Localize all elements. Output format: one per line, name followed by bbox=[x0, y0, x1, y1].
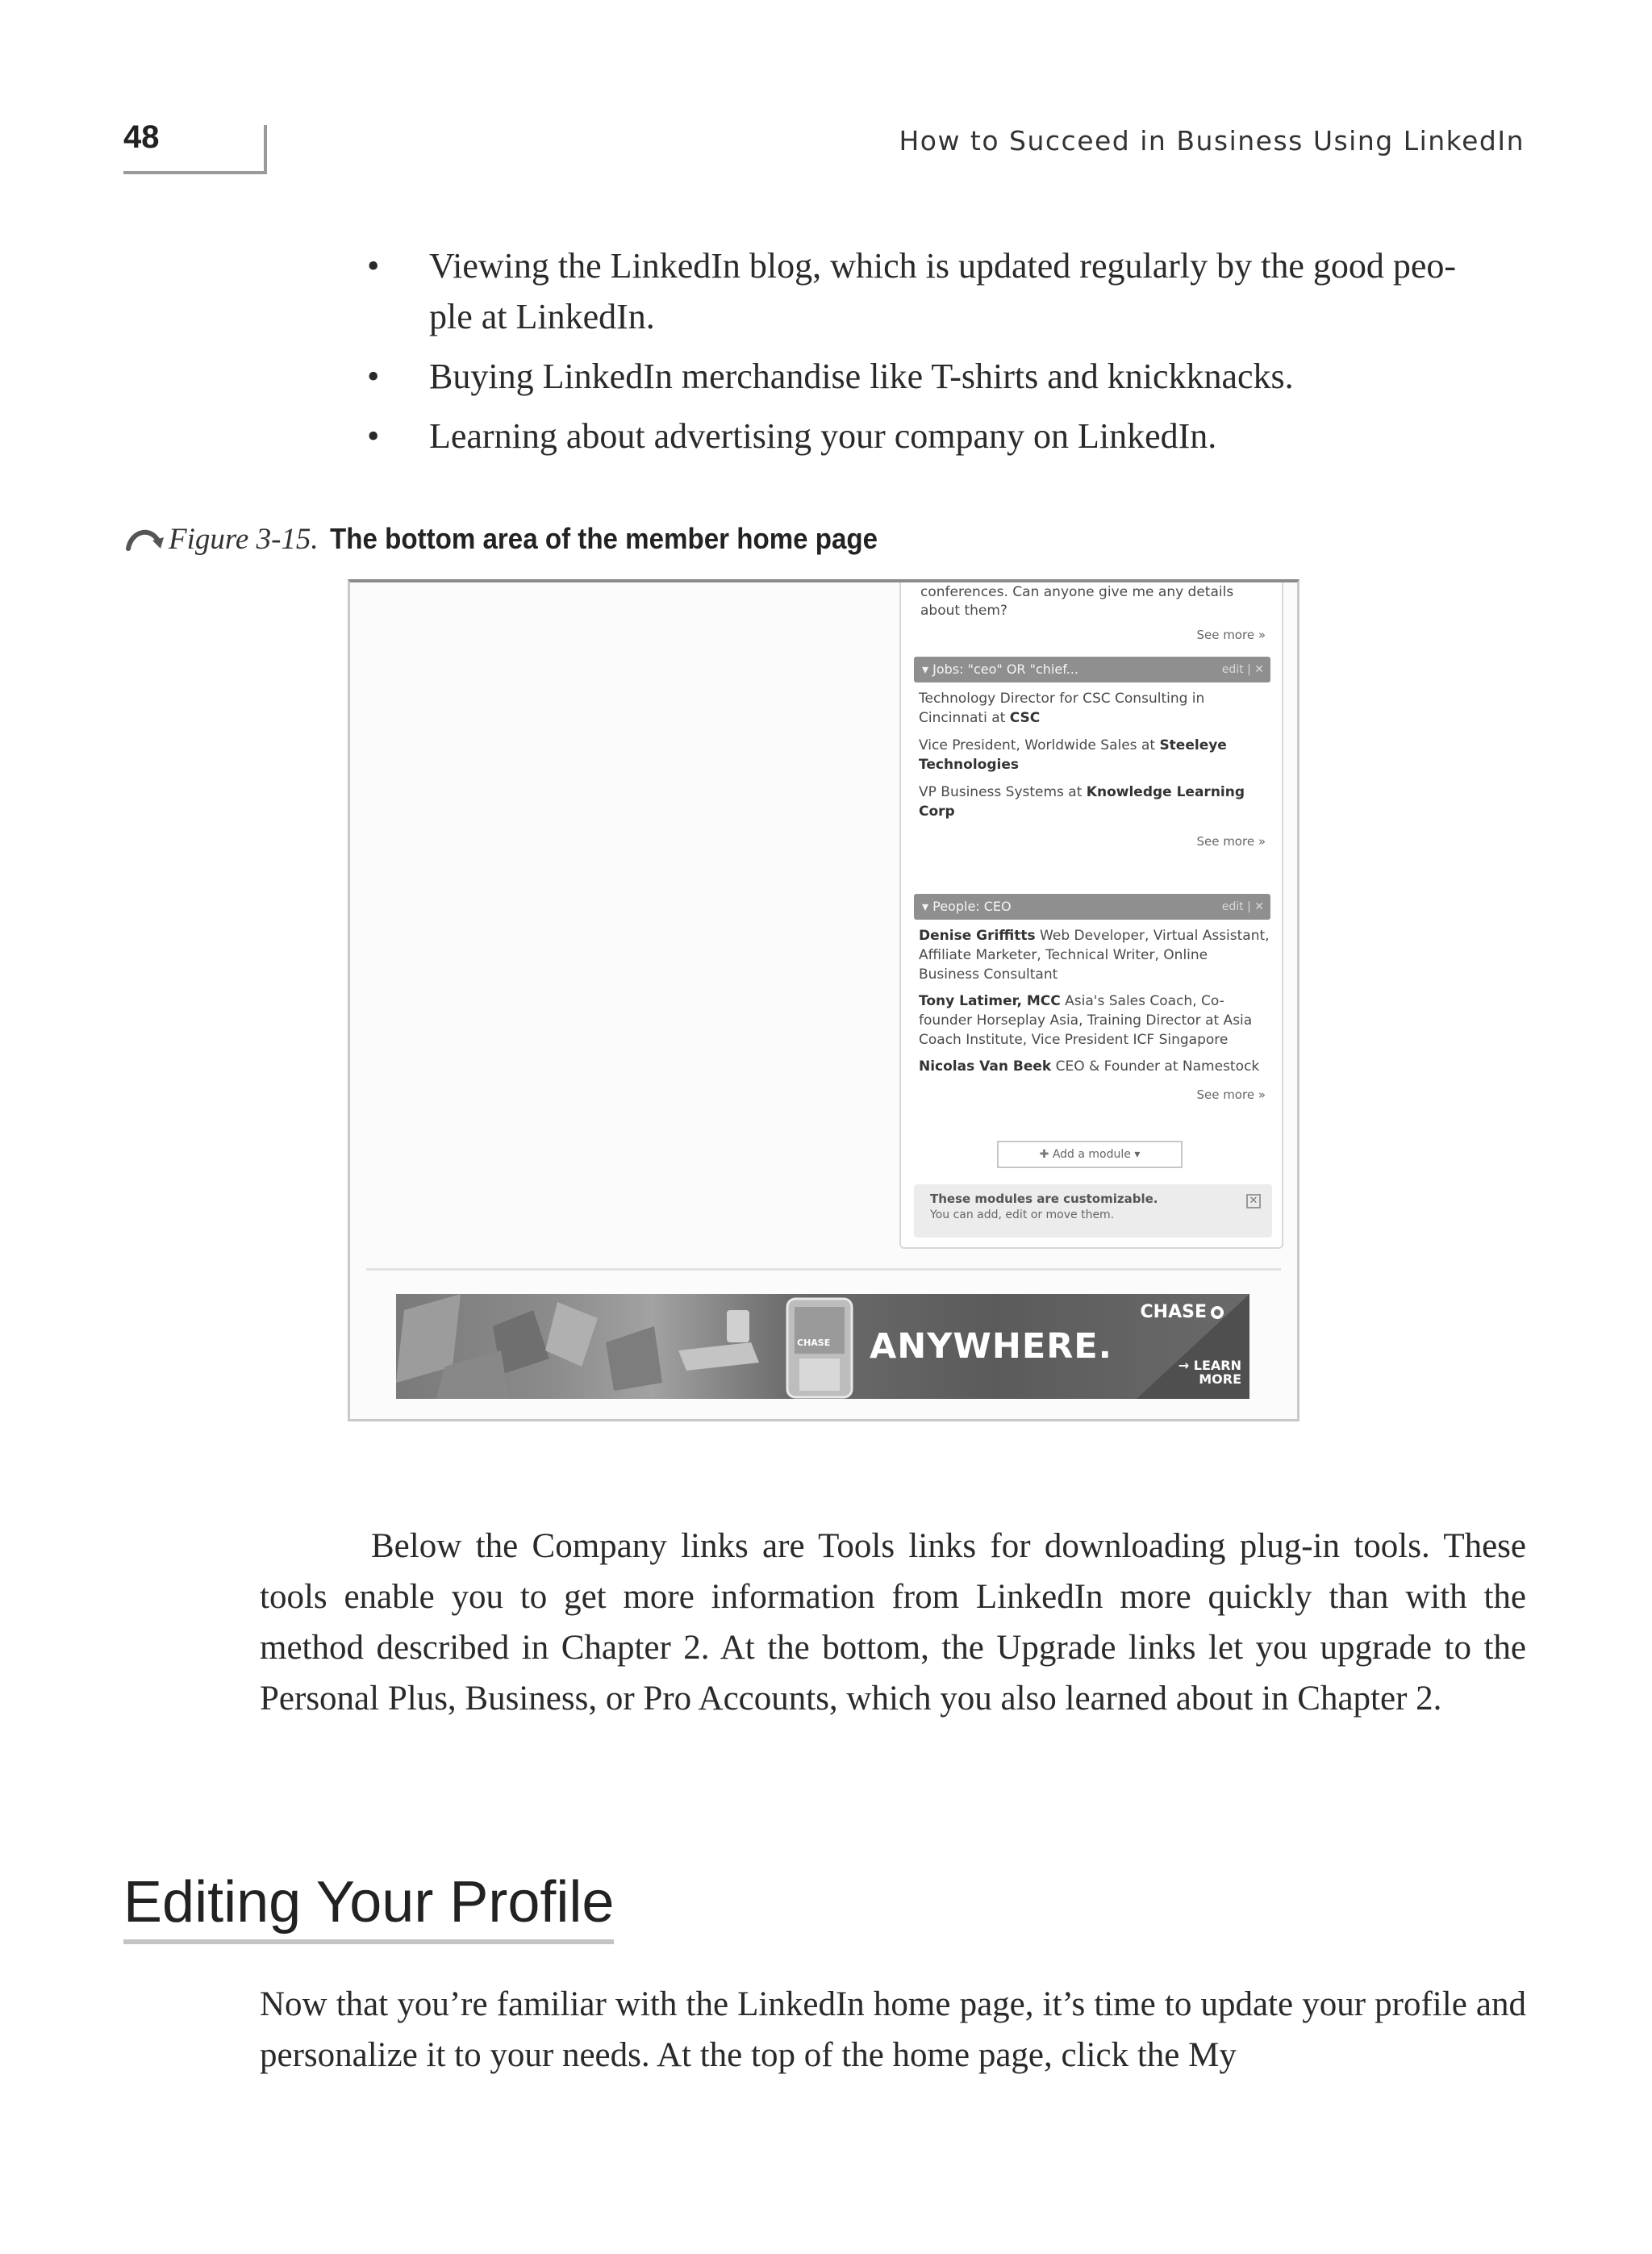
section-heading: Editing Your Profile bbox=[123, 1868, 614, 1944]
people-module-header[interactable] bbox=[914, 894, 1270, 920]
ad-headline: ANYWHERE. bbox=[870, 1326, 1113, 1367]
phone-screen-label: CHASE bbox=[797, 1338, 831, 1348]
customizable-notice bbox=[914, 1184, 1272, 1238]
bullet-icon: • bbox=[367, 357, 380, 396]
module-edit-close[interactable]: edit | ✕ bbox=[1221, 663, 1264, 676]
job-item[interactable]: VP Business Systems at Knowledge Learning Corp bbox=[919, 784, 1245, 820]
figure-screenshot bbox=[348, 579, 1299, 1421]
figure-caption bbox=[123, 521, 925, 557]
see-more-link[interactable]: See more » bbox=[1196, 1087, 1266, 1102]
add-module-button[interactable]: ✚ Add a module ▾ bbox=[997, 1141, 1183, 1168]
list-item bbox=[367, 240, 1526, 342]
learn-more-link[interactable]: → LEARN MORE bbox=[1178, 1358, 1241, 1387]
jobs-module-title: Jobs: "ceo" OR "chief... bbox=[932, 662, 1078, 677]
bullet-text: Viewing the LinkedIn blog, which is updated regularly by the good peo- bbox=[429, 246, 1457, 286]
see-more-link[interactable]: See more » bbox=[1196, 834, 1266, 849]
jobs-module-header[interactable] bbox=[914, 657, 1270, 682]
chevron-down-icon: ▾ bbox=[922, 899, 933, 914]
bullet-text: Buying LinkedIn merchandise like T-shirts and knickknacks. bbox=[429, 357, 1294, 396]
bullet-text-continued: ple at LinkedIn. bbox=[429, 297, 655, 336]
chase-logo: CHASE bbox=[1141, 1302, 1224, 1322]
modules-panel bbox=[899, 579, 1283, 1249]
chase-octagon-icon bbox=[1211, 1306, 1224, 1319]
plus-icon: ✚ bbox=[1039, 1148, 1053, 1161]
see-more-link[interactable]: See more » bbox=[1196, 628, 1266, 642]
body-paragraph: Below the Company links are Tools links for downloading plug-in tools. These tools enable you to get more information from LinkedIn more quickly than with the method described in Chapter 2. At the bottom, the Upgrade links let you upgrade to the Personal Plus, Business, or Pro Accounts, which you also learned about in Chapter 2. bbox=[260, 1527, 1526, 1718]
list-item bbox=[367, 351, 1526, 402]
header-rule bbox=[123, 171, 267, 174]
running-title: How to Succeed in Business Using LinkedIn bbox=[899, 125, 1525, 157]
divider bbox=[366, 1268, 1281, 1271]
chevron-down-icon: ▾ bbox=[922, 662, 933, 677]
person-item[interactable]: Denise Griffitts Web Developer, Virtual Assistant, Affiliate Marketer, Technical Writer, Online Business Consultant bbox=[919, 928, 1270, 983]
header-rule-vertical bbox=[264, 125, 267, 173]
notice-title: These modules are customizable. bbox=[930, 1192, 1158, 1206]
update-text: conferences. Can anyone give me any details bbox=[920, 584, 1234, 600]
module-edit-close[interactable]: edit | ✕ bbox=[1221, 900, 1264, 913]
bullet-icon: • bbox=[367, 416, 380, 456]
notice-subtitle: You can add, edit or move them. bbox=[930, 1208, 1115, 1221]
job-item[interactable]: Technology Director for CSC Consulting in Cincinnati at CSC bbox=[919, 691, 1205, 726]
bullet-text: Learning about advertising your company on LinkedIn. bbox=[429, 416, 1217, 456]
people-module-title: People: CEO bbox=[932, 899, 1012, 914]
update-text: about them? bbox=[920, 603, 1007, 619]
list-item bbox=[367, 411, 1526, 461]
body-paragraph: Now that you’re familiar with the LinkedIn home page, it’s time to update your profile and personalize it to your needs. At the top of the home page, click the My bbox=[260, 1985, 1526, 2074]
person-item[interactable]: Tony Latimer, MCC Asia's Sales Coach, Co- founder Horseplay Asia, Training Director at Asia Coach Institute, Vice President ICF Singapore bbox=[919, 993, 1253, 1048]
page-number: 48 bbox=[123, 119, 160, 155]
close-icon[interactable]: ✕ bbox=[1246, 1194, 1261, 1208]
job-item[interactable]: Vice President, Worldwide Sales at Steeleye Technologies bbox=[919, 737, 1227, 773]
curved-arrow-icon bbox=[123, 521, 165, 553]
chase-banner-ad[interactable] bbox=[396, 1294, 1249, 1399]
bullet-icon: • bbox=[367, 246, 380, 286]
figure-label: Figure 3-15. bbox=[169, 523, 319, 556]
person-item[interactable]: Nicolas Van Beek CEO & Founder at Namestock bbox=[919, 1058, 1260, 1075]
bullet-list bbox=[367, 240, 1526, 470]
figure-caption-text: The bottom area of the member home page bbox=[329, 522, 878, 555]
